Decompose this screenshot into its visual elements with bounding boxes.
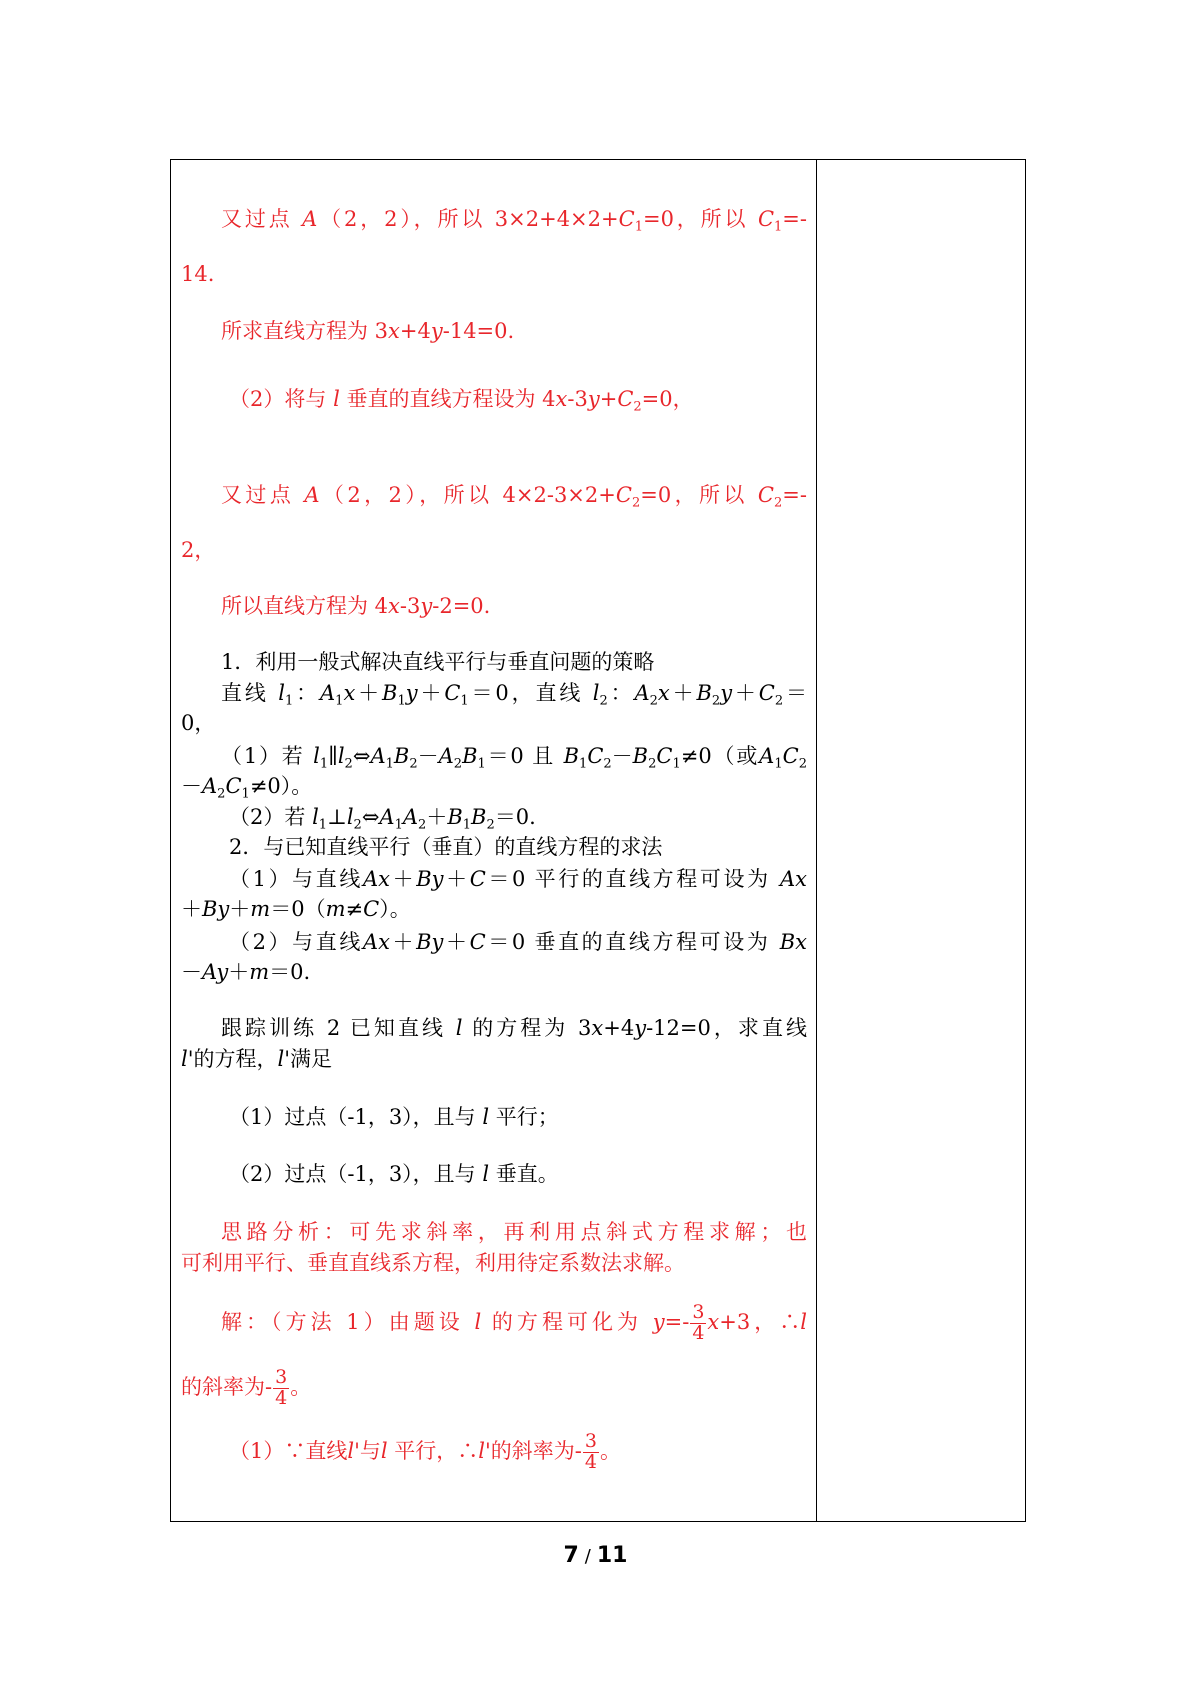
text-line: 又过点 A（2，2），所以 $4\times 2-3\times 2+C_2=0$，所以 $C_2=-$ [221,483,807,511]
text-line: （2）与直线Ax＋By＋C＝0 垂直的直线方程可设为 Bx [229,930,807,954]
text-line: 思路分析：可先求斜率，再利用点斜式方程求解；也 [221,1220,807,1244]
fraction: $\frac{3}{4}$ [584,1430,597,1473]
fraction: $\frac{3}{4}$ [275,1366,288,1409]
text-line: 0， [181,711,216,735]
text-line: 的斜率为- $\frac{3}{4}$ 。 [181,1366,312,1409]
text-line: 所求直线方程为 3x+4y-14=0. [221,319,515,343]
text-line: l'的方程，l'满足 [181,1047,332,1071]
text-line: 2．与已知直线平行（垂直）的直线方程的求法 [229,835,663,859]
text-line: （2）过点（-1，3），且与 l 垂直。 [229,1162,559,1186]
notes-cell [818,160,1025,1521]
page-separator: / [584,1546,591,1567]
text-line: 跟踪训练 2 已知直线 l 的方程为 3x+4y-12=0，求直线 [221,1016,807,1040]
text-line: 又过点 A（2，2），所以 $3\times 2+4\times 2+C_1=0$，所以 $C_1=-$ [221,207,807,235]
text-line: （1）∵直线l'与l 平行，∴l'的斜率为- $\frac{3}{4}$ 。 [229,1430,621,1473]
text-line: （1）与直线Ax＋By＋C＝0 平行的直线方程可设为 Ax [229,867,807,891]
fraction: $\frac{3}{4}$ [692,1301,705,1344]
text-line: $-A_2C_1\ne 0$）。 [181,774,313,802]
text-line: 14. [181,262,215,286]
page-number [0,1543,1191,1568]
text-line: 解：（方法 1）由题设 l 的方程可化为 y=- $\frac{3}{4}$ x+3，∴l [221,1301,807,1344]
total-pages: 11 [596,1543,628,1568]
text-line: （1）若 $l_1\parallel l_2\Leftrightarrow A_1B_2-A_2B_1=0$ 且 $B_1C_2-B_2C_1\ne 0$（或$A_1C_2$ [221,744,807,772]
column-divider [816,160,817,1521]
text-line: 直线 $l_1$：$A_1x+B_1y+C_1=0$，直线 $l_2$：$A_2x+B_2y+C_2=$ [221,681,807,709]
current-page: 7 [563,1543,579,1568]
text-line: （1）过点（-1，3），且与 l 平行； [229,1105,559,1129]
text-line: 1．利用一般式解决直线平行与垂直问题的策略 [221,650,655,674]
page-table [170,159,1026,1522]
text-line: 所以直线方程为 4x-3y-2=0. [221,594,491,618]
text-line: （2）将与 l 垂直的直线方程设为 $4x-3y+C_2=0$， [229,387,694,415]
content-cell [171,160,816,1521]
text-line: 2， [181,538,216,562]
text-line: ＋By＋m＝0（m≠C）。 [181,897,411,921]
text-line: 可利用平行、垂直直线系方程，利用待定系数法求解。 [181,1251,685,1275]
text-line: （2）若 $l_1\perp l_2\Leftrightarrow A_1A_2+B_1B_2=0$. [229,805,536,833]
text-line: －Ay＋m＝0. [181,960,311,984]
